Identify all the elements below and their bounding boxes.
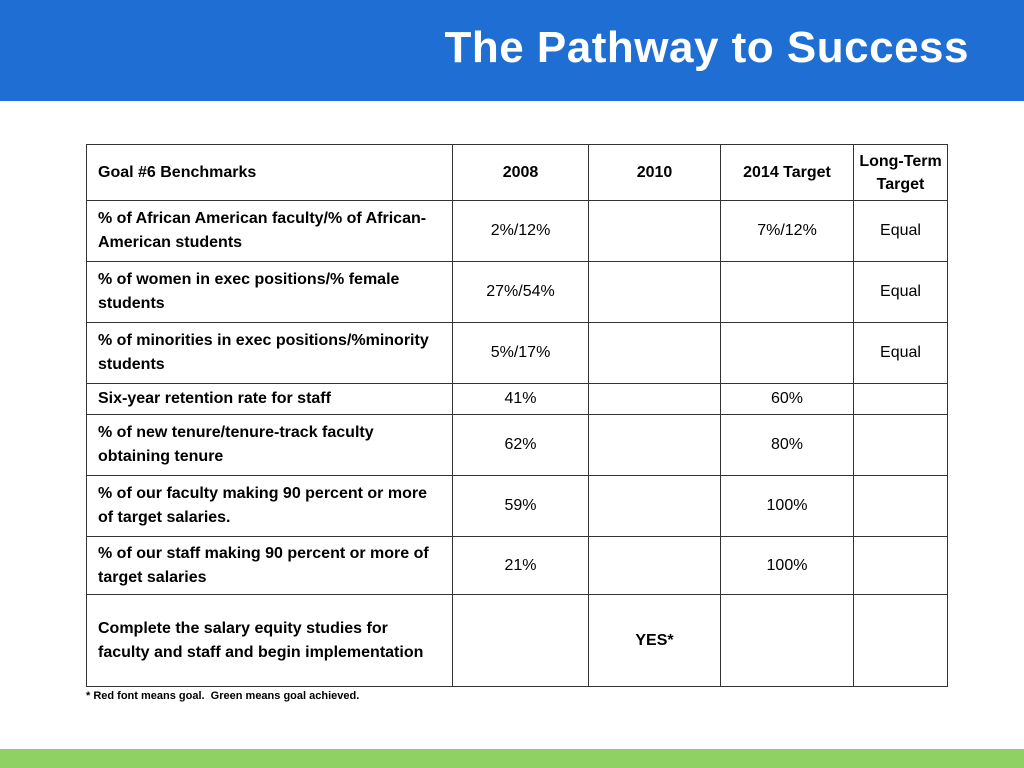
cell-2014-target: 100% [721, 476, 854, 537]
footnote: * Red font means goal. Green means goal achieved. [86, 690, 360, 702]
cell-long-term [854, 537, 948, 595]
row-label: Complete the salary equity studies for faculty and staff and begin implementation [87, 595, 453, 687]
cell-long-term [854, 384, 948, 415]
cell-2014-target [721, 595, 854, 687]
table-row [87, 323, 948, 384]
header-bar [0, 0, 1024, 101]
cell-long-term: Equal [854, 201, 948, 262]
cell-2008: 21% [453, 537, 589, 595]
header-long-term-target: Long-Term Target [854, 145, 948, 201]
cell-2010-goal: YES* [589, 595, 721, 687]
row-label: % of our staff making 90 percent or more of target salaries [87, 537, 453, 595]
row-label: % of our faculty making 90 percent or more of target salaries. [87, 476, 453, 537]
cell-2014-target: 80% [721, 415, 854, 476]
cell-2010 [589, 262, 721, 323]
cell-2014-target [721, 262, 854, 323]
cell-2008: 62% [453, 415, 589, 476]
row-label: % of minorities in exec positions/%minority students [87, 323, 453, 384]
cell-2008: 59% [453, 476, 589, 537]
table-row [87, 595, 948, 687]
cell-2010 [589, 537, 721, 595]
table-row [87, 476, 948, 537]
cell-2008: 2%/12% [453, 201, 589, 262]
table-row [87, 537, 948, 595]
cell-2008: 41% [453, 384, 589, 415]
cell-2010 [589, 201, 721, 262]
cell-long-term [854, 476, 948, 537]
cell-2014-target: 7%/12% [721, 201, 854, 262]
cell-2008: 27%/54% [453, 262, 589, 323]
row-label: % of new tenure/tenure-track faculty obtaining tenure [87, 415, 453, 476]
cell-2010 [589, 323, 721, 384]
cell-2010 [589, 384, 721, 415]
cell-2008 [453, 595, 589, 687]
header-2010: 2010 [589, 145, 721, 201]
table-row [87, 201, 948, 262]
header-2008: 2008 [453, 145, 589, 201]
row-label: % of African American faculty/% of African-American students [87, 201, 453, 262]
table-row [87, 415, 948, 476]
cell-2010 [589, 415, 721, 476]
cell-long-term: Equal [854, 323, 948, 384]
header-2014-target: 2014 Target [721, 145, 854, 201]
footer-bar [0, 749, 1024, 768]
header-goal-benchmarks: Goal #6 Benchmarks [87, 145, 453, 201]
table-header-row [87, 145, 948, 201]
cell-2014-target: 60% [721, 384, 854, 415]
benchmarks-table [86, 144, 948, 687]
page-title: The Pathway to Success [444, 23, 969, 72]
table-row [87, 262, 948, 323]
cell-2008: 5%/17% [453, 323, 589, 384]
cell-2014-target [721, 323, 854, 384]
cell-2014-target: 100% [721, 537, 854, 595]
row-label: Six-year retention rate for staff [87, 384, 453, 415]
cell-2010 [589, 476, 721, 537]
cell-long-term: Equal [854, 262, 948, 323]
cell-long-term [854, 415, 948, 476]
table-row [87, 384, 948, 415]
cell-long-term [854, 595, 948, 687]
row-label: % of women in exec positions/% female students [87, 262, 453, 323]
